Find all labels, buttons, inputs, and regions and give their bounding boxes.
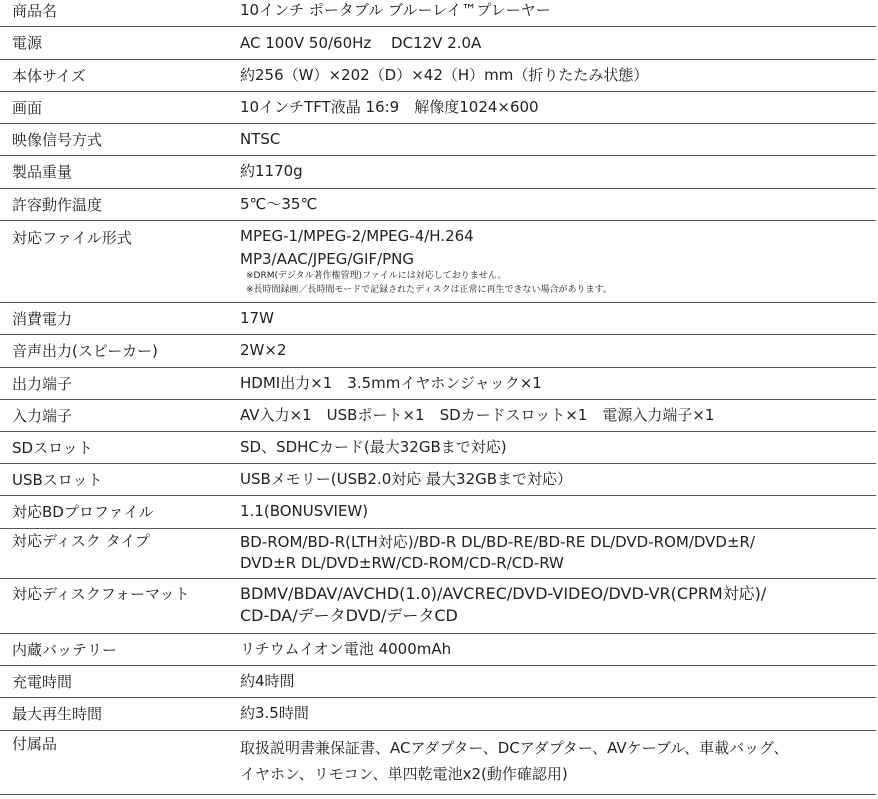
spec-value-line: AC 100V 50/60Hz DC12V 2.0A (240, 34, 482, 52)
spec-label: 最大再生時間 (12, 705, 103, 723)
spec-value-line: DVD±R DL/DVD±RW/CD-ROM/CD-R/CD-RW (240, 554, 564, 572)
spec-value-line: AV入力×1 USBポート×1 SDカードスロット×1 電源入力端子×1 (240, 406, 715, 424)
spec-value (240, 706, 872, 721)
spec-value (240, 674, 872, 689)
spec-value-line: 10インチ ポータブル ブルーレイ™プレーヤー (240, 1, 551, 19)
spec-row (0, 189, 876, 221)
spec-value (240, 132, 872, 147)
spec-row (0, 156, 876, 189)
spec-label: 電源 (12, 34, 43, 52)
spec-label: 対応ディスクフォーマット (12, 585, 190, 603)
spec-label: USBスロット (12, 471, 103, 489)
spec-label: 音声出力(スピーカー) (12, 342, 158, 360)
spec-value-line: BD-ROM/BD-R(LTH対応)/BD-R DL/BD-RE/BD-RE DL/DVD-ROM/DVD±R/ (240, 533, 756, 551)
spec-label: 消費電力 (12, 310, 73, 328)
spec-value-line: 2W×2 (240, 341, 287, 359)
spec-row (0, 496, 876, 529)
spec-row (0, 666, 876, 698)
spec-value-line: リチウムイオン電池 4000mAh (240, 640, 452, 658)
spec-label: 付属品 (12, 735, 58, 753)
spec-value (240, 311, 872, 326)
spec-label: 内蔵バッテリー (12, 641, 118, 659)
spec-value-line: 取扱説明書兼保証書、ACアダプター、DCアダプター、AVケーブル、車載バッグ、 (240, 739, 789, 757)
spec-value (240, 229, 872, 267)
spec-value (240, 68, 872, 83)
spec-value-line: HDMI出力×1 3.5mmイヤホンジャック×1 (240, 374, 542, 392)
spec-value (240, 164, 872, 179)
spec-value (240, 408, 872, 423)
spec-value-line: 約3.5時間 (240, 704, 309, 722)
spec-value (240, 586, 872, 624)
spec-label: 対応BDプロファイル (12, 503, 154, 521)
spec-label: 製品重量 (12, 163, 73, 181)
spec-label: 入力端子 (12, 407, 73, 425)
spec-value (240, 343, 872, 358)
spec-row (0, 400, 876, 432)
spec-label: 映像信号方式 (12, 131, 103, 149)
spec-label: SDスロット (12, 439, 93, 457)
spec-value-line: CD-DA/データDVD/データCD (240, 606, 458, 625)
spec-value (240, 535, 872, 571)
spec-value-line: 10インチTFT液晶 16:9 解像度1024×600 (240, 98, 539, 116)
spec-value-line: BDMV/BDAV/AVCHD(1.0)/AVCREC/DVD-VIDEO/DVD-VR(CPRM対応)/ (240, 584, 767, 603)
spec-value (240, 472, 872, 487)
spec-value-line: 1.1(BONUSVIEW) (240, 502, 369, 520)
spec-row (0, 529, 876, 579)
spec-value (240, 376, 872, 391)
spec-value (240, 440, 872, 455)
spec-label: 本体サイズ (12, 67, 86, 85)
spec-value (240, 197, 872, 212)
spec-value (240, 642, 872, 657)
spec-value-line: NTSC (240, 130, 281, 148)
spec-value-line: 17W (240, 309, 274, 327)
spec-row (0, 60, 876, 92)
spec-value-line: MPEG-1/MPEG-2/MPEG-4/H.264 (240, 227, 474, 245)
spec-label: 対応ファイル形式 (12, 229, 132, 247)
spec-row (0, 634, 876, 666)
spec-row (0, 92, 876, 124)
spec-row (0, 335, 876, 368)
spec-value (240, 36, 872, 51)
spec-value-line: MP3/AAC/JPEG/GIF/PNG (240, 250, 415, 268)
spec-value-line: SD、SDHCカード(最大32GBまで対応) (240, 438, 507, 456)
spec-row (0, 579, 876, 634)
spec-value-line: イヤホン、リモコン、単四乾電池x2(動作確認用) (240, 765, 568, 783)
spec-row (0, 368, 876, 400)
spec-row (0, 731, 876, 795)
spec-value (240, 741, 872, 782)
spec-row (0, 698, 876, 731)
spec-value-line: USBメモリー(USB2.0対応 最大32GBまで対応） (240, 470, 573, 488)
spec-value-line: 約256（W）×202（D）×42（H）mm（折りたたみ状態） (240, 66, 649, 84)
spec-label: 出力端子 (12, 375, 73, 393)
spec-row (0, 303, 876, 335)
spec-value (240, 504, 872, 519)
spec-note: ※DRM(デジタル著作権管理)ファイルには対応しておりません。 (246, 271, 507, 281)
spec-value (240, 100, 872, 115)
spec-label: 対応ディスク タイプ (12, 532, 150, 550)
spec-row (0, 0, 876, 27)
spec-label: 許容動作温度 (12, 196, 103, 214)
spec-row (0, 221, 876, 303)
spec-value-line: 約1170g (240, 162, 303, 180)
spec-value-line: 約4時間 (240, 672, 295, 690)
spec-row (0, 464, 876, 496)
spec-notes (246, 272, 612, 295)
spec-row (0, 432, 876, 464)
spec-label: 商品名 (12, 2, 58, 20)
spec-value-line: 5℃～35℃ (240, 195, 318, 213)
spec-value (240, 3, 872, 18)
spec-label: 充電時間 (12, 673, 73, 691)
spec-note: ※長時間録画／長時間モードで記録されたディスクは正常に再生できない場合があります。 (246, 285, 612, 295)
spec-label: 画面 (12, 99, 43, 117)
spec-row (0, 124, 876, 156)
spec-row (0, 27, 876, 60)
